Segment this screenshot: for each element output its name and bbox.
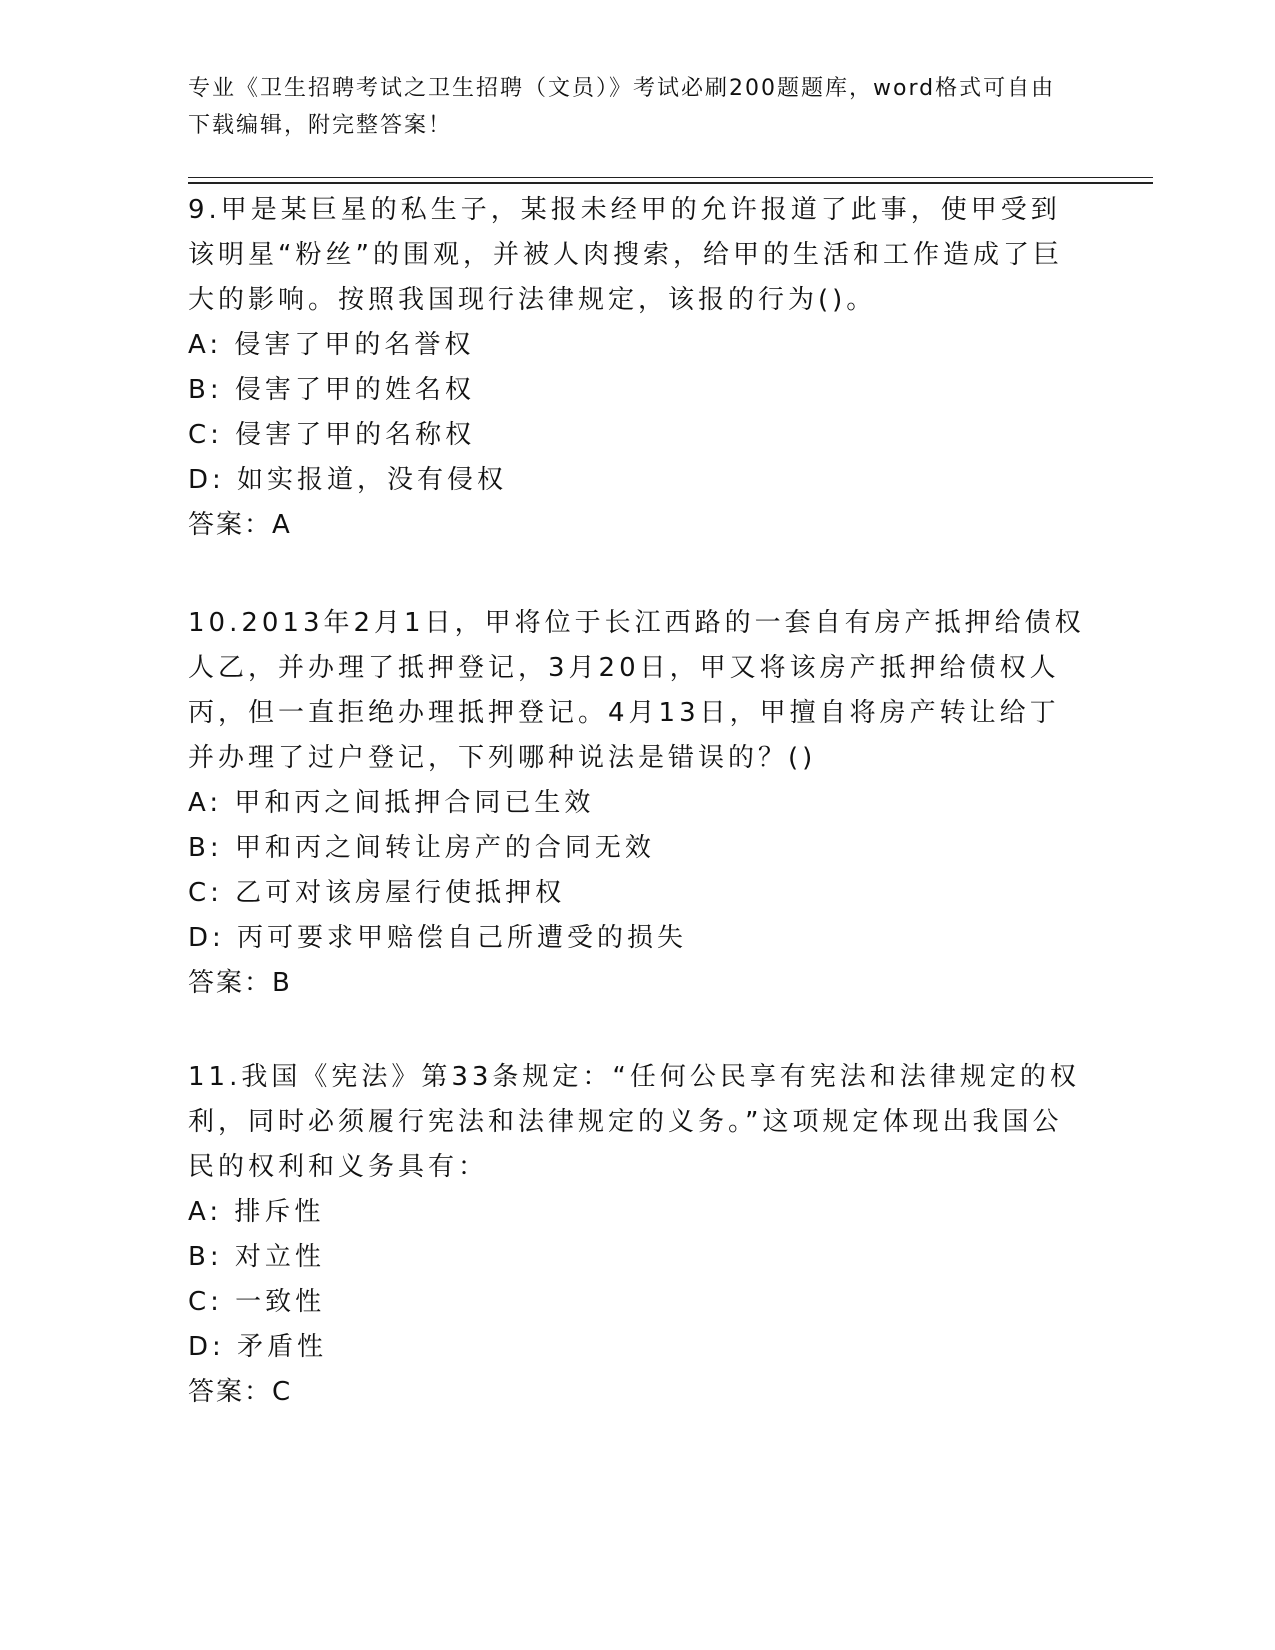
option-c: C: 侵害了甲的名称权 (188, 420, 476, 450)
option-b: B: 侵害了甲的姓名权 (188, 375, 475, 405)
question-10 (188, 601, 1088, 1006)
question-11 (188, 1055, 1088, 1415)
question-stem: 11.我国《宪法》第33条规定：“任何公民享有宪法和法律规定的权利，同时必须履行宪法和法律规定的义务。”这项规定体现出我国公民的权利和义务具有： (188, 1062, 1080, 1182)
option-d: D: 丙可要求甲赔偿自己所遭受的损失 (188, 923, 688, 953)
option-c: C: 一致性 (188, 1287, 326, 1317)
header-title: 专业《卫生招聘考试之卫生招聘（文员）》考试必刷200题题库，word格式可自由下载编辑，附完整答案！ (188, 76, 1056, 138)
answer-line: 答案：B (188, 968, 292, 998)
option-a: A: 排斥性 (188, 1197, 325, 1227)
document-header (188, 70, 1068, 144)
option-b: B: 甲和丙之间转让房产的合同无效 (188, 833, 655, 863)
option-a: A: 甲和丙之间抵押合同已生效 (188, 788, 595, 818)
answer-line: 答案：C (188, 1377, 293, 1407)
question-stem: 9.甲是某巨星的私生子，某报未经甲的允许报道了此事，使甲受到该明星“粉丝”的围观，并被人肉搜索，给甲的生活和工作造成了巨大的影响。按照我国现行法律规定，该报的行为()。 (188, 195, 1063, 315)
option-c: C: 乙可对该房屋行使抵押权 (188, 878, 566, 908)
answer-line: 答案：A (188, 510, 292, 540)
option-d: D: 矛盾性 (188, 1332, 328, 1362)
question-stem: 10.2013年2月1日，甲将位于长江西路的一套自有房产抵押给债权人乙，并办理了抵押登记，3月20日，甲又将该房产抵押给债权人丙，但一直拒绝办理抵押登记。4月13日，甲擅自将房产转让给丁并办理了过户登记，下列哪种说法是错误的？() (188, 608, 1085, 773)
option-d: D: 如实报道，没有侵权 (188, 465, 508, 495)
option-b: B: 对立性 (188, 1242, 325, 1272)
option-a: A: 侵害了甲的名誉权 (188, 330, 475, 360)
question-9 (188, 188, 1088, 548)
header-divider-thick (188, 182, 1153, 184)
header-divider-thin (188, 177, 1153, 178)
